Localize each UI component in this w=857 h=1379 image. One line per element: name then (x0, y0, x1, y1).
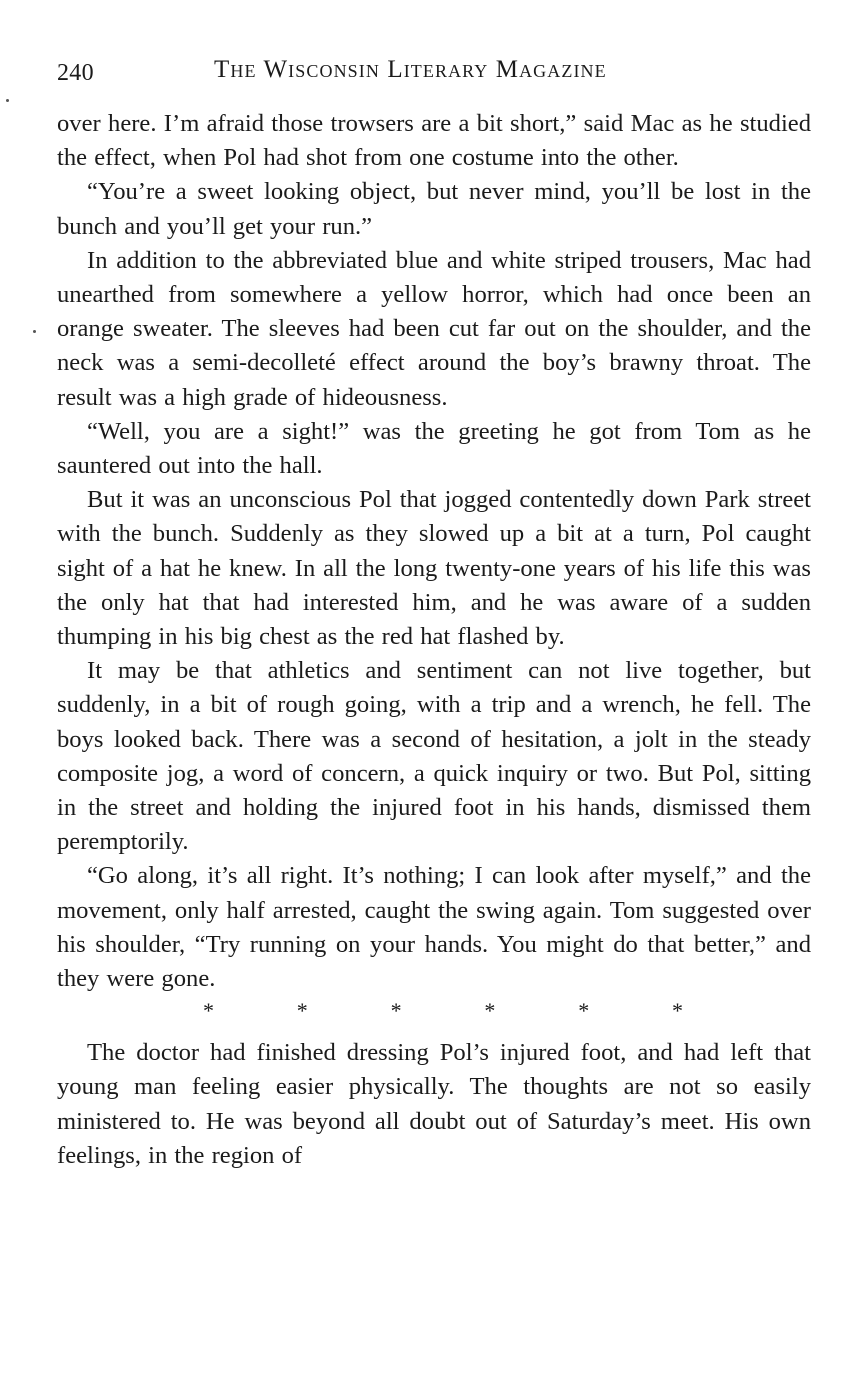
paragraph: “Well, you are a sight!” was the greeting he got from Tom as he sauntered out into the hall. (57, 417, 811, 480)
scan-speck (33, 330, 36, 333)
running-head: The Wisconsin Literary Magazine (214, 56, 607, 83)
scan-speck (6, 99, 9, 102)
paragraph: It may be that athletics and sentiment can not live together, but suddenly, in a bit of rough going, with a trip and a wrench, he fell. The boys looked back. There was a second of hesitation, a jolt in the steady composite jog, a word of concern, a quick inquiry or two. But Pol, sitting in the street and holding the injured foot in his hands, dismissed them peremptorily. (57, 657, 811, 856)
asterisk: * (390, 998, 402, 1024)
paragraph: “Go along, it’s all right. It’s nothing; I can look after myself,” and the movement, only half arrested, caught the swing again. Tom suggested over his shoulder, “Try running on your hands. You might do that better,” and they were gone. (57, 862, 811, 993)
paragraph: The doctor had finished dressing Pol’s injured foot, and had left that young man feeling easier physically. The thoughts are not so easily ministered to. He was beyond all doubt out of Saturday’s meet. His own feelings, in the region of (57, 1039, 811, 1169)
body-text (57, 107, 811, 1173)
paragraph: “You’re a sweet looking object, but never mind, you’ll be lost in the bunch and you’ll get your run.” (57, 178, 811, 240)
page-number: 240 (57, 60, 94, 86)
page-header (57, 56, 817, 92)
paragraph: But it was an unconscious Pol that jogged contentedly down Park street with the bunch. Suddenly as they slowed up a bit at a turn, Pol caught sight of a hat he knew. In all the long twenty-one years of his life this was the only hat that had interested him, and he was aware of a sudden thumping in his big chest as the red hat flashed by. (57, 486, 811, 651)
asterisk: * (203, 998, 214, 1024)
asterisk: * (484, 998, 496, 1024)
section-break (203, 996, 683, 1036)
asterisk: * (578, 998, 590, 1024)
asterisk: * (296, 998, 308, 1024)
asterisk: * (671, 998, 683, 1024)
paragraph: In addition to the abbreviated blue and white striped trousers, Mac had unearthed from somewhere a yellow horror, which had once been an orange sweater. The sleeves had been cut far out on the shoulder, and the neck was a semi-decolleté effect around the boy’s brawny throat. The result was a high grade of hideousness. (57, 246, 811, 411)
paragraph: over here. I’m afraid those trowsers are a bit short,” said Mac as he studied the effect, when Pol had shot from one costume into the other. (57, 110, 811, 172)
